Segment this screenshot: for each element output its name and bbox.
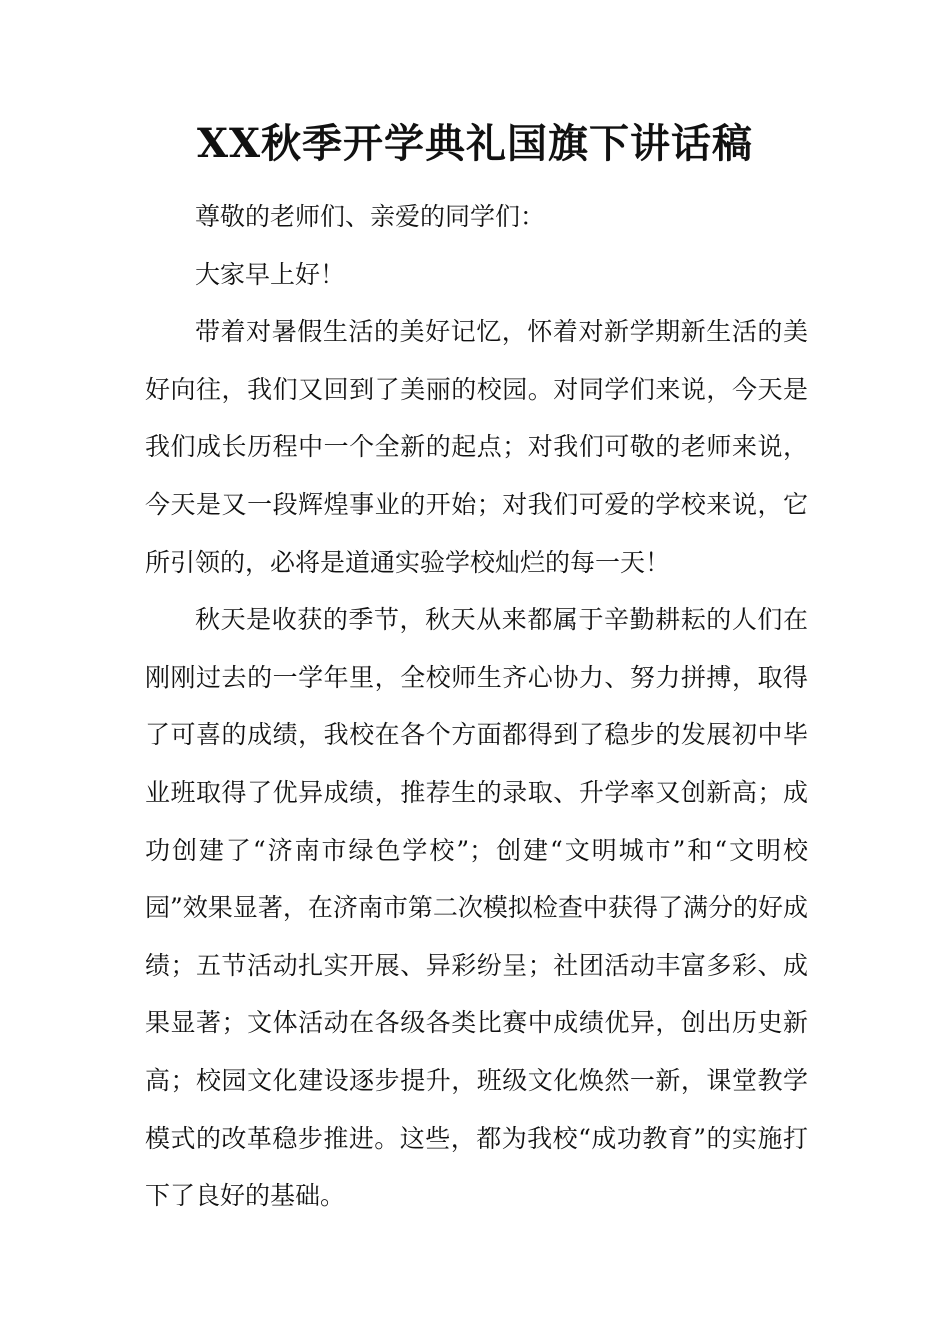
salutation-paragraph: 尊敬的老师们、亲爱的同学们： (195, 202, 546, 231)
body-paragraph: 秋天是收获的季节，秋天从来都属于辛勤耕耘的人们在刚刚过去的一学年里，全校师生齐心协力、努力拼搏，取得了可喜的成绩，我校在各个方面都得到了稳步的发展初中毕业班取得了优异成绩，推荐生的录取、升学率又创新高；成功创建了“济南市绿色学校”；创建“文明城市”和“文明校园”效果显著，在济南市第二次模拟检查中获得了满分的好成绩；五节活动扎实开展、异彩纷呈；社团活动丰富多彩、成果显著；文体活动在各级各类比赛中成绩优异，创出历史新高；校园文化建设逐步提升，班级文化焕然一新，课堂教学模式的改革稳步推进。这些，都为我校“成功教育”的实施打下了良好的基础。 (145, 605, 808, 1211)
document-title: XX秋季开学典礼国旗下讲话稿 (196, 120, 754, 167)
body-paragraph: 带着对暑假生活的美好记忆，怀着对新学期新生活的美好向往，我们又回到了美丽的校园。对同学们来说，今天是我们成长历程中一个全新的起点；对我们可敬的老师来说，今天是又一段辉煌事业的开始；对我们可爱的学校来说，它所引领的，必将是道通实验学校灿烂的每一天！ (145, 317, 808, 577)
greeting-paragraph: 大家早上好！ (195, 259, 346, 289)
document-body (145, 188, 808, 1225)
